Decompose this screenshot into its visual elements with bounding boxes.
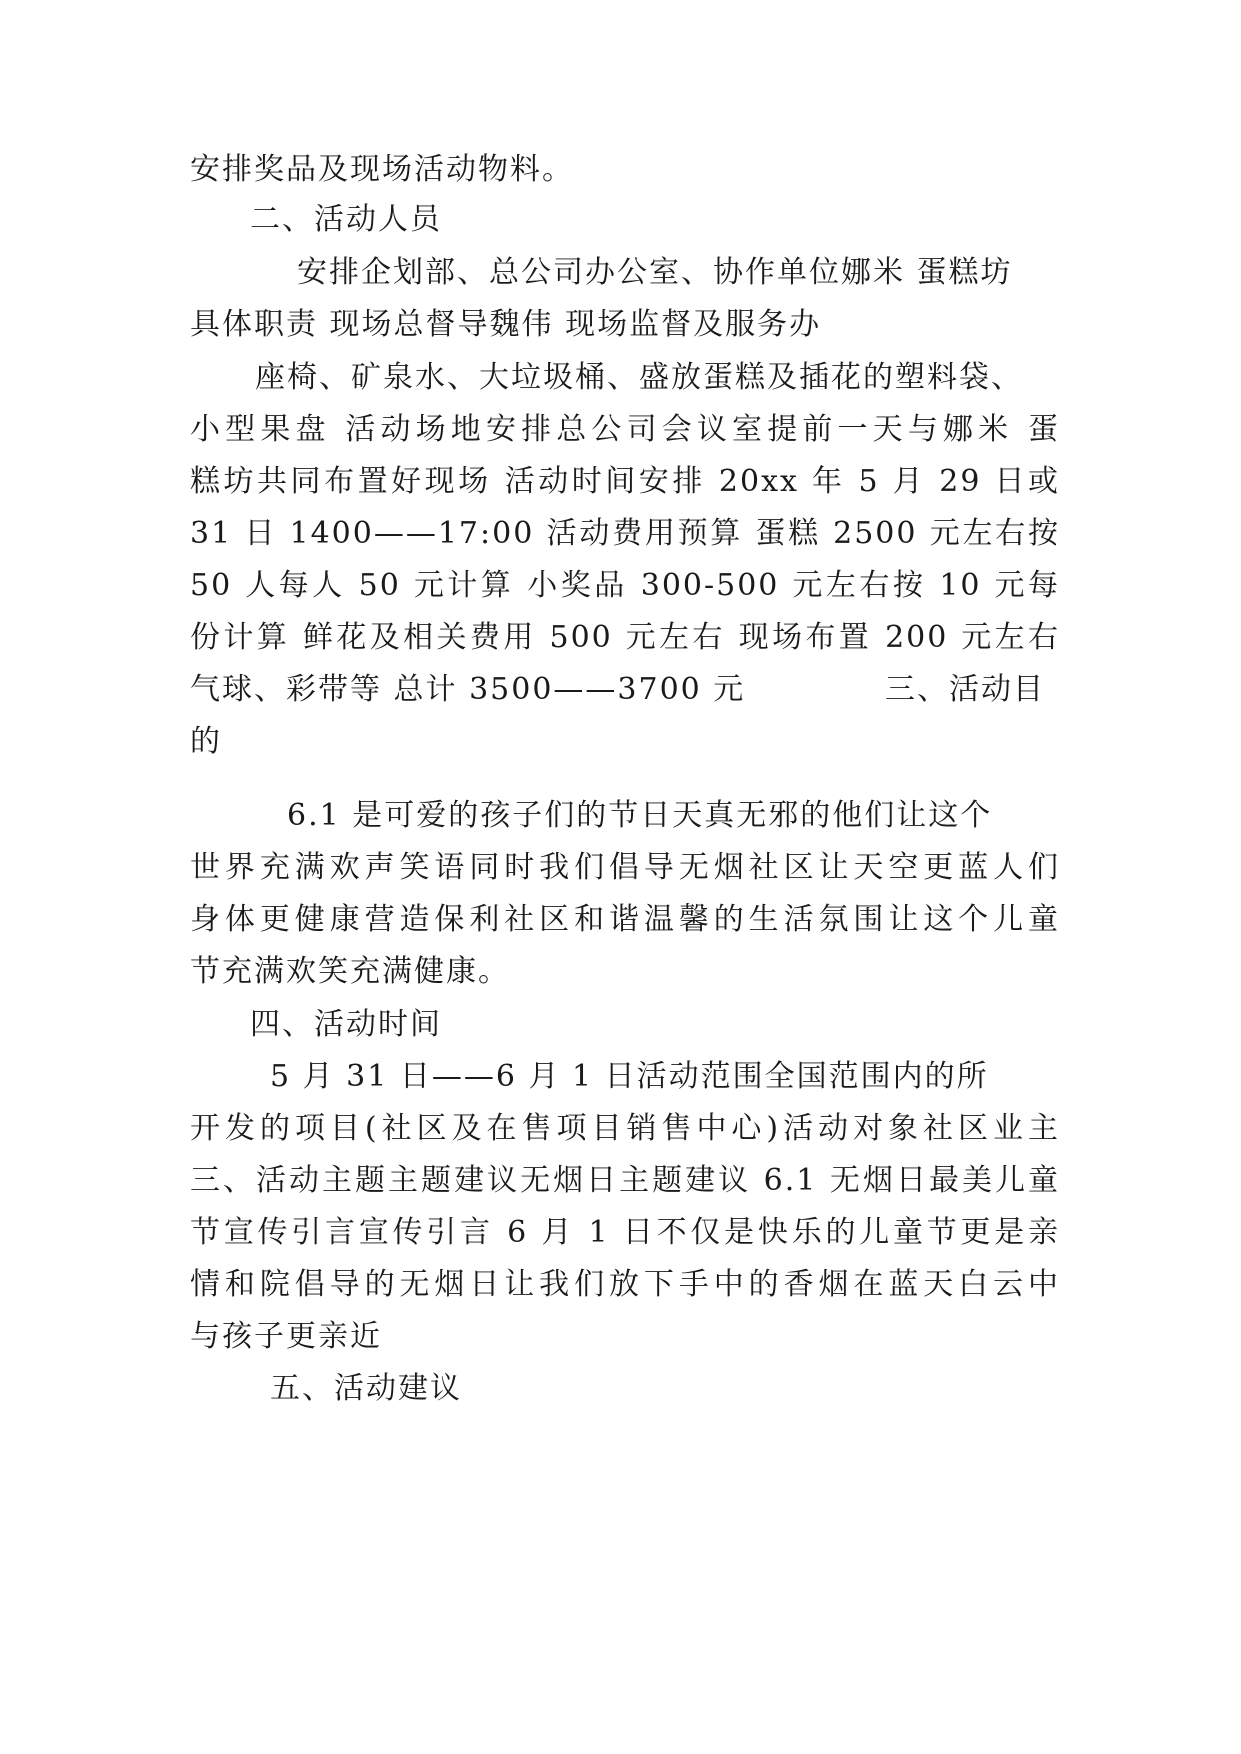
text-line-23: 与孩子更亲近 — [190, 1319, 382, 1354]
text-line-9: 50 人每人 50 元计算 小奖品 300-500 元左右按 10 元每 — [190, 568, 1060, 603]
text-line-4: 具体职责 现场总督导魏伟 现场监督及服务办 — [190, 307, 822, 342]
text-line-21: 节宣传引言宣传引言 6 月 1 日不仅是快乐的儿童节更是亲 — [190, 1215, 1060, 1250]
text-line-22: 情和院倡导的无烟日让我们放下手中的香烟在蓝天白云中 — [190, 1267, 1060, 1302]
section-heading-time: 四、活动时间 — [250, 1007, 442, 1042]
text-line-19: 开发的项目(社区及在售项目销售中心)活动对象社区业主 — [190, 1111, 1060, 1146]
text-line-3: 安排企划部、总公司办公室、协作单位娜米 蛋糕坊 — [297, 255, 1013, 290]
text-line-11: 气球、彩带等 总计 3500——3700 元 — [190, 672, 746, 707]
text-line-6: 小型果盘 活动场地安排总公司会议室提前一天与娜米 蛋 — [190, 412, 1060, 447]
text-line-20: 三、活动主题主题建议无烟日主题建议 6.1 无烟日最美儿童 — [190, 1163, 1060, 1198]
text-line-18: 5 月 31 日——6 月 1 日活动范围全国范围内的所 — [270, 1059, 989, 1094]
text-line-5: 座椅、矿泉水、大垃圾桶、盛放蛋糕及插花的塑料袋、 — [255, 360, 1023, 395]
text-line-10: 份计算 鲜花及相关费用 500 元左右 现场布置 200 元左右 — [190, 620, 1060, 655]
section-heading-purpose: 三、活动目 — [885, 672, 1045, 707]
section-heading-suggestions: 五、活动建议 — [270, 1371, 462, 1406]
text-line-15: 身体更健康营造保利社区和谐温馨的生活氛围让这个儿童 — [190, 902, 1060, 937]
text-line-13: 6.1 是可爱的孩子们的节日天真无邪的他们让这个 — [287, 798, 993, 833]
text-line-12: 的 — [190, 724, 222, 759]
text-line-14: 世界充满欢声笑语同时我们倡导无烟社区让天空更蓝人们 — [190, 850, 1060, 885]
text-line-16: 节充满欢笑充满健康。 — [190, 954, 510, 989]
section-heading-personnel: 二、活动人员 — [250, 202, 442, 237]
text-line-1: 安排奖品及现场活动物料。 — [190, 152, 574, 187]
text-line-8: 31 日 1400——17:00 活动费用预算 蛋糕 2500 元左右按 — [190, 516, 1060, 551]
text-line-7: 糕坊共同布置好现场 活动时间安排 20xx 年 5 月 29 日或 — [190, 464, 1060, 499]
